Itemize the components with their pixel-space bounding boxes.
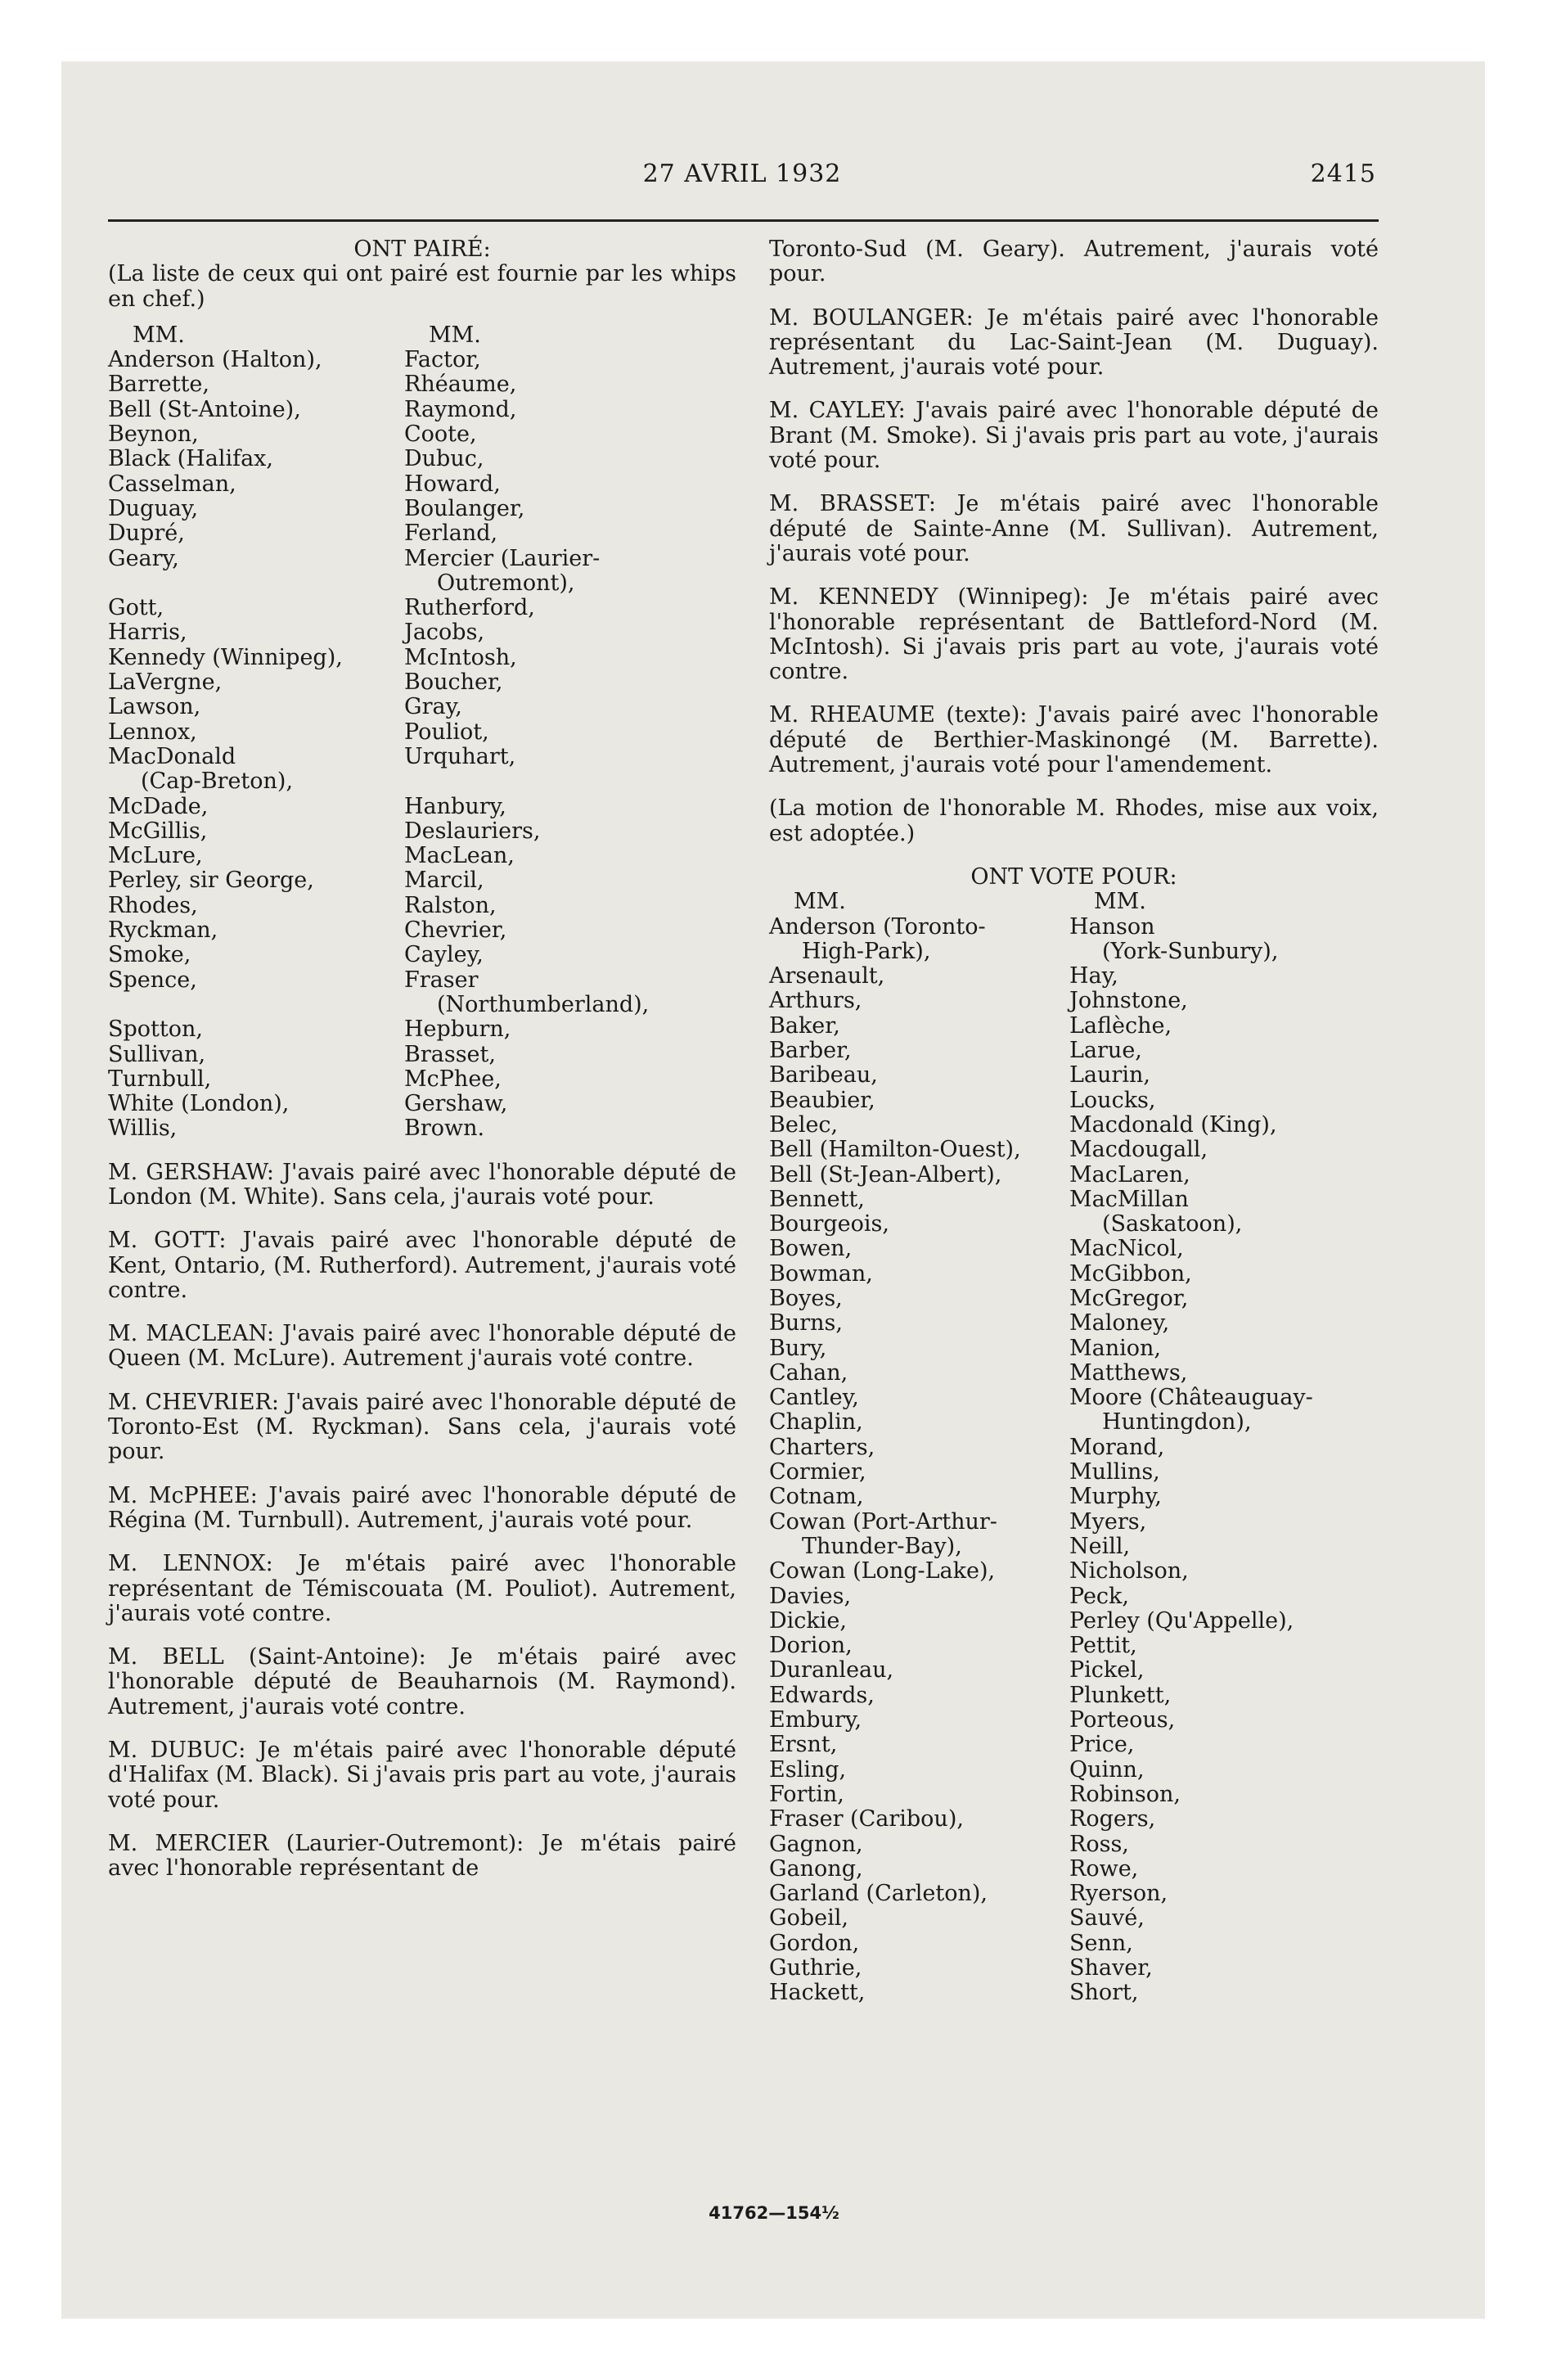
col-head: MM. [133, 322, 185, 348]
name-entry: Myers, [1069, 1508, 1147, 1535]
name-entry: Chaplin, [769, 1409, 863, 1436]
name-entry: Fraser [404, 967, 479, 993]
col-head: MM. [429, 322, 481, 348]
name-entry: Ralston, [404, 892, 497, 918]
name-entry: Burns, [769, 1310, 843, 1336]
name-entry: Senn, [1069, 1930, 1133, 1956]
name-entry: Ganong, [769, 1855, 863, 1882]
name-entry: Howard, [404, 471, 501, 497]
name-entry: Willis, [108, 1116, 178, 1142]
name-entry: Bowen, [769, 1236, 853, 1262]
name-entry: Cowan (Long-Lake), [769, 1558, 996, 1584]
name-entry: McPhee, [404, 1066, 502, 1092]
name-entry: Gershaw, [404, 1091, 508, 1117]
statement-paragraph: M. DUBUC: Je m'étais pairé avec l'honorable député d'Halifax (M. Black). Si j'avais pris part au vote, j'aurais voté pour. [108, 1738, 736, 1813]
name-entry: Dupré, [108, 521, 185, 547]
statement-paragraph: (La motion de l'honorable M. Rhodes, mise aux voix, est adoptée.) [769, 796, 1379, 846]
name-entry: Baker, [769, 1012, 840, 1039]
paired-names-col2 [404, 323, 736, 1142]
name-entry: Casselman, [108, 471, 236, 497]
name-entry: Urquhart, [404, 743, 516, 769]
name-entry: Laurin, [1069, 1062, 1150, 1089]
name-entry: MacMillan [1069, 1186, 1189, 1212]
name-entry: Shaver, [1069, 1955, 1153, 1981]
name-entry: McIntosh, [404, 644, 517, 670]
name-entry: Hanbury, [404, 793, 506, 819]
name-entry: Thunder-Bay), [802, 1533, 962, 1559]
name-entry: Hepburn, [404, 1016, 511, 1043]
name-entry: Brasset, [404, 1041, 496, 1067]
name-entry: Mercier (Laurier- [404, 545, 601, 571]
name-entry: Robinson, [1069, 1781, 1181, 1807]
name-entry: McLure, [108, 843, 203, 869]
name-entry: Manion, [1069, 1335, 1161, 1361]
footer-code: 41762—154½ [709, 2203, 839, 2223]
name-entry: Anderson (Halton), [108, 347, 322, 373]
col-head: MM. [1094, 889, 1146, 915]
name-entry: Dickie, [769, 1607, 847, 1634]
name-entry: Bowman, [769, 1260, 873, 1287]
name-entry: Dorion, [769, 1633, 853, 1659]
name-entry: Geary, [108, 545, 179, 571]
name-entry: Boyes, [769, 1285, 843, 1311]
name-entry: Gray, [404, 694, 462, 720]
name-entry: (York-Sunbury), [1102, 938, 1279, 964]
name-entry: (Saskatoon), [1102, 1211, 1243, 1237]
vote-names-col1 [769, 890, 1069, 2005]
name-entry: Boucher, [404, 669, 503, 696]
header-rule [108, 219, 1379, 222]
name-entry: McGregor, [1069, 1285, 1189, 1311]
name-entry: Rowe, [1069, 1855, 1139, 1882]
name-entry: (Cap-Breton), [141, 769, 294, 795]
name-entry: Duguay, [108, 495, 199, 521]
name-entry: Factor, [404, 347, 481, 373]
name-entry: Davies, [769, 1583, 852, 1609]
name-entry: Perley, sir George, [108, 868, 314, 894]
name-entry: Perley (Qu'Appelle), [1069, 1607, 1294, 1634]
left-column [108, 237, 736, 1882]
name-entry: Arsenault, [769, 963, 885, 989]
name-entry: Pettit, [1069, 1633, 1137, 1659]
name-entry: Embury, [769, 1707, 862, 1733]
name-entry: Gott, [108, 595, 164, 621]
name-entry: High-Park), [802, 938, 931, 964]
name-entry: Garland (Carleton), [769, 1881, 988, 1907]
name-entry: Harris, [108, 620, 187, 646]
name-entry [108, 571, 404, 596]
name-entry: Boulanger, [404, 495, 525, 521]
name-entry: Johnstone, [1069, 988, 1188, 1014]
name-entry: Dubuc, [404, 446, 484, 472]
name-entry: Gobeil, [769, 1905, 848, 1931]
name-entry: Brown. [404, 1116, 485, 1142]
name-entry: MacLaren, [1069, 1161, 1190, 1188]
name-entry: Barrette, [108, 372, 209, 398]
statement-paragraph: M. RHEAUME (texte): J'avais pairé avec l'honorable député de Berthier-Maskinongé (M. Barrette). Autrement, j'aurais voté pour l'amendement. [769, 702, 1379, 778]
paired-statements [108, 1161, 736, 1882]
name-entry: Raymond, [404, 396, 517, 422]
name-entry: Beaubier, [769, 1087, 875, 1113]
name-entry: Bourgeois, [769, 1211, 889, 1237]
name-entry: McGibbon, [1069, 1260, 1192, 1287]
name-entry: Baribeau, [769, 1062, 878, 1089]
name-entry: Pickel, [1069, 1657, 1145, 1684]
name-entry: Cayley, [404, 942, 484, 968]
name-entry: Porteous, [1069, 1707, 1176, 1733]
statement-paragraph: M. BRASSET: Je m'étais pairé avec l'honorable député de Sainte-Anne (M. Sullivan). Autrement, j'aurais voté pour. [769, 491, 1379, 566]
name-entry: Cotnam, [769, 1484, 864, 1510]
name-entry: Larue, [1069, 1038, 1142, 1064]
statement-paragraph: M. GOTT: J'avais pairé avec l'honorable député de Kent, Ontario, (M. Rutherford). Autrement, j'aurais voté contre. [108, 1228, 736, 1303]
name-entry: Bell (St-Jean-Albert), [769, 1161, 1002, 1188]
name-entry: Duranleau, [769, 1657, 894, 1684]
name-entry: Rhodes, [108, 892, 198, 918]
name-entry: White (London), [108, 1091, 290, 1117]
name-entry: Short, [1069, 1980, 1139, 2006]
name-entry: Hay, [1069, 963, 1118, 989]
statement-paragraph: M. McPHEE: J'avais pairé avec l'honorable député de Régina (M. Turnbull). Autrement, j'aurais voté pour. [108, 1482, 736, 1533]
name-entry: Esling, [769, 1756, 847, 1783]
vote-names [769, 890, 1379, 2005]
name-entry: Deslauriers, [404, 818, 541, 844]
statement-paragraph: M. BELL (Saint-Antoine): Je m'étais pairé avec l'honorable député de Beauharnois (M. Raymond). Autrement, j'aurais voté contre. [108, 1644, 736, 1720]
name-entry: Ferland, [404, 521, 498, 547]
name-entry: Rutherford, [404, 595, 535, 621]
name-entry: Marcil, [404, 868, 484, 894]
name-entry: McGillis, [108, 818, 208, 844]
name-entry: Jacobs, [404, 620, 485, 646]
name-entry: Spotton, [108, 1016, 203, 1043]
vote-heading: ONT VOTE POUR: [970, 863, 1177, 890]
statement-paragraph: M. MACLEAN: J'avais pairé avec l'honorable député de Queen (M. McLure). Autrement j'aurais voté contre. [108, 1321, 736, 1372]
name-entry [108, 993, 404, 1017]
page-date: 27 AVRIL 1932 [642, 160, 842, 188]
col-head: MM. [794, 889, 846, 915]
statement-paragraph: M. LENNOX: Je m'étais pairé avec l'honorable représentant de Témiscouata (M. Pouliot). Autrement, j'aurais voté contre. [108, 1551, 736, 1626]
name-entry: Ross, [1069, 1831, 1129, 1857]
paired-names-col1 [108, 323, 404, 1142]
vote-names-col2 [1069, 890, 1379, 2005]
name-entry: Quinn, [1069, 1756, 1145, 1783]
name-entry: Outremont), [437, 570, 575, 596]
name-entry: Spence, [108, 967, 197, 993]
name-entry: Gagnon, [769, 1831, 863, 1857]
name-entry: McDade, [108, 793, 209, 819]
paired-heading: ONT PAIRÉ: [353, 237, 491, 262]
name-entry: Peck, [1069, 1583, 1129, 1609]
right-column [769, 237, 1379, 2006]
paired-note: (La liste de ceux qui ont pairé est fournie par les whips en chef.) [108, 261, 736, 312]
name-entry: Maloney, [1069, 1310, 1170, 1336]
statement-paragraph: M. CHEVRIER: J'avais pairé avec l'honorable député de Toronto-Est (M. Ryckman). Sans cela, j'aurais voté pour. [108, 1389, 736, 1465]
name-entry: Gordon, [769, 1930, 860, 1956]
name-entry: Beynon, [108, 421, 199, 448]
name-entry: Anderson (Toronto- [769, 913, 986, 940]
name-entry: Bell (Hamilton-Ouest), [769, 1137, 1021, 1163]
name-entry: Bennett, [769, 1186, 865, 1212]
statement-paragraph: M. GERSHAW: J'avais pairé avec l'honorable député de London (M. White). Sans cela, j'aurais voté pour. [108, 1159, 736, 1210]
name-entry: Rhéaume, [404, 372, 517, 398]
name-entry: Cormier, [769, 1459, 866, 1485]
statement-paragraph: M. CAYLEY: J'avais pairé avec l'honorable député de Brant (M. Smoke). Si j'avais pris part au vote, j'aurais voté pour. [769, 398, 1379, 474]
name-entry: Ryckman, [108, 917, 218, 944]
name-entry: Loucks, [1069, 1087, 1156, 1113]
name-entry [404, 769, 736, 794]
name-entry: Chevrier, [404, 917, 507, 944]
name-entry: Cantley, [769, 1385, 859, 1411]
name-entry: MacNicol, [1069, 1236, 1184, 1262]
name-entry: Smoke, [108, 942, 191, 968]
name-entry: Mullins, [1069, 1459, 1160, 1485]
statement-paragraph: Toronto-Sud (M. Geary). Autrement, j'aurais voté pour. [769, 237, 1379, 287]
name-entry: Arthurs, [769, 988, 862, 1014]
name-entry: Ersnt, [769, 1732, 838, 1758]
name-entry: Barber, [769, 1038, 852, 1064]
name-entry: Huntingdon), [1102, 1409, 1252, 1436]
name-entry: Murphy, [1069, 1484, 1162, 1510]
name-entry: Black (Halifax, [108, 446, 273, 472]
paired-names [108, 323, 736, 1142]
name-entry: Cowan (Port-Arthur- [769, 1508, 997, 1535]
name-entry: Pouliot, [404, 719, 489, 745]
name-entry: LaVergne, [108, 669, 223, 696]
name-entry: Lennox, [108, 719, 197, 745]
name-entry: Turnbull, [108, 1066, 212, 1092]
name-entry: Nicholson, [1069, 1558, 1189, 1584]
name-entry: Matthews, [1069, 1359, 1188, 1386]
name-entry: Price, [1069, 1732, 1135, 1758]
name-entry: Plunkett, [1069, 1682, 1172, 1708]
name-entry: Morand, [1069, 1434, 1165, 1460]
name-entry: Cahan, [769, 1359, 848, 1386]
name-entry: Hackett, [769, 1980, 866, 2006]
statement-paragraph: M. KENNEDY (Winnipeg): Je m'étais pairé avec l'honorable représentant de Battleford-Nord (M. McIntosh). Si j'avais pris part au vote, j'aurais voté contre. [769, 584, 1379, 685]
name-entry: Fortin, [769, 1781, 844, 1807]
name-entry: Macdougall, [1069, 1137, 1208, 1163]
name-entry: Bury, [769, 1335, 827, 1361]
name-entry: Ryerson, [1069, 1881, 1168, 1907]
statement-paragraph: M. MERCIER (Laurier-Outremont): Je m'étais pairé avec l'honorable représentant de [108, 1830, 736, 1882]
name-entry: Sauvé, [1069, 1905, 1145, 1931]
name-entry: Edwards, [769, 1682, 875, 1708]
name-entry: MacLean, [404, 843, 515, 869]
name-entry: Belec, [769, 1111, 839, 1138]
name-entry: Charters, [769, 1434, 875, 1460]
name-entry: Kennedy (Winnipeg), [108, 644, 343, 670]
name-entry: Laflèche, [1069, 1012, 1172, 1039]
name-entry: Moore (Châteauguay- [1069, 1385, 1313, 1411]
name-entry: (Northumberland), [437, 991, 650, 1017]
name-entry: Lawson, [108, 694, 201, 720]
page-number: 2415 [1310, 160, 1376, 188]
name-entry: Sullivan, [108, 1041, 206, 1067]
name-entry: Coote, [404, 421, 477, 448]
name-entry: Fraser (Caribou), [769, 1806, 964, 1832]
name-entry: Neill, [1069, 1533, 1131, 1559]
name-entry: Hanson [1069, 913, 1155, 940]
statement-paragraph: M. BOULANGER: Je m'étais pairé avec l'honorable représentant du Lac-Saint-Jean (M. Duguay). Autrement, j'aurais voté pour. [769, 304, 1379, 381]
name-entry: Bell (St-Antoine), [108, 396, 301, 422]
name-entry: MacDonald [108, 743, 236, 769]
name-entry: Rogers, [1069, 1806, 1156, 1832]
right-statements [769, 237, 1379, 846]
name-entry: Macdonald (King), [1069, 1111, 1277, 1138]
name-entry: Guthrie, [769, 1955, 862, 1981]
